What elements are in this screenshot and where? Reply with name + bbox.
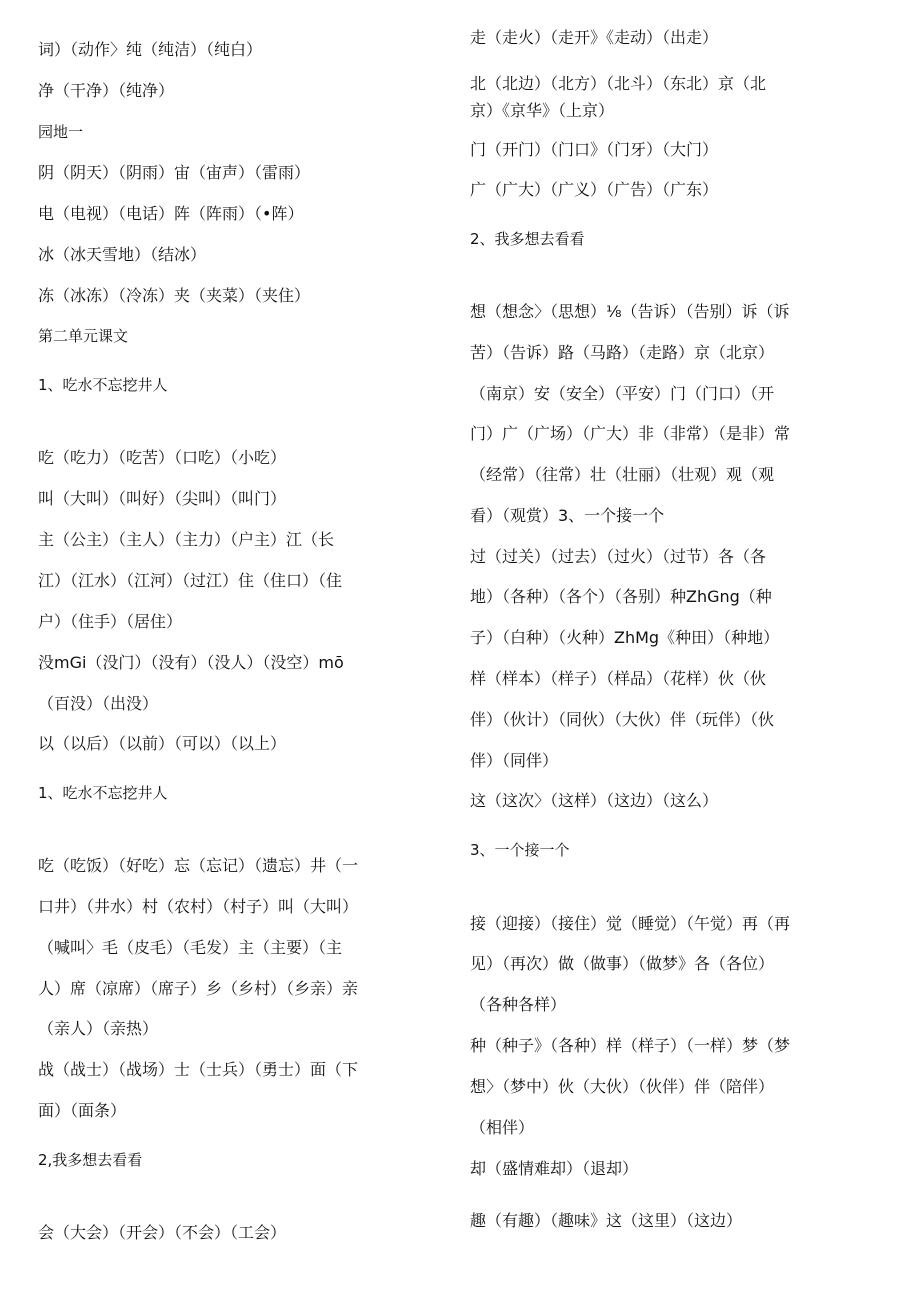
text-line: 主（公主）（主人）（主力）（户主）江（长 [38,530,335,549]
lesson-heading: 1、吃水不忘挖井人 [38,376,168,394]
text-line: 面）（面条） [38,1101,127,1120]
text-line: 这（这次〉（这样）（这边）（这么） [470,791,719,810]
text-line: （各种各样） [470,995,567,1014]
text-line: （经常）（往常）壮（壮丽）（壮观）观（观 [470,465,775,484]
text-line: 冻（冰冻）（冷冻）夹（夹菜）（夹住） [38,286,311,305]
text-line: 子）（白种）（火种）ZhMg《种田）（种地） [470,628,780,647]
text-line: 江）（江水）（江河）（过江）住（住口）（住 [38,571,343,590]
text-line: 伴）（同伴） [470,751,559,770]
text-line: 门（开门）（门口》（门牙）（大门） [470,140,719,159]
text-line: 叫（大叫）（叫好）（尖叫）（叫门） [38,489,287,508]
text-line: 苦）（告诉）路（马路）（走路）京（北京） [470,343,775,362]
text-line: 京）《京华》（上京） [470,101,615,120]
text-line: 样（样本）（样子）（样品）（花样）伙（伙 [470,669,767,688]
lesson-heading: 3、一个接一个 [470,841,570,859]
text-line: 没mGi（没门）（没有）（没人）（没空）mō [38,653,344,672]
text-line: 伴）（伙计）（同伙）（大伙）伴（玩伴）（伙 [470,710,775,729]
text-line: 口井）（井水）村（农村）（村子）叫（大叫） [38,897,359,916]
text-line: 广（广大）（广义）（广告）（广东） [470,180,719,199]
text-line: 看）（观赏）3、一个接一个 [470,506,665,525]
text-line: 会（大会）（开会）（不会）（工会） [38,1223,287,1242]
text-line: 门）广（广场）（广大）非（非常）（是非）常 [470,424,791,443]
text-line: 想（想念〉（思想）⅛（告诉）（告别）诉（诉 [470,302,790,321]
text-line: 地）（各种）（各个）（各别）种ZhGng（种 [470,587,772,606]
lesson-heading: 2、我多想去看看 [470,230,585,248]
lesson-heading: 1、吃水不忘挖井人 [38,784,168,802]
text-line: 词）（动作〉纯（纯洁）（纯白） [38,40,263,59]
text-line: （百没）（出没） [38,694,159,713]
text-line: 见）（再次）做（做事）（做梦》各（各位） [470,954,775,973]
text-line: 种（种子》（各种）样（样子）（一样）梦（梦 [470,1036,791,1055]
text-line: 北（北边）（北方）（北斗）（东北）京（北 [470,74,767,93]
text-line: 净（干净）（纯净） [38,81,175,100]
text-line: 趣（有趣）（趣味》这（这里）（这边） [470,1211,743,1230]
text-line: 吃（吃饭）（好吃）忘（忘记）（遗忘）井（一 [38,856,359,875]
text-line: 人）席（凉席）（席子）乡（乡村）（乡亲）亲 [38,979,359,998]
text-line: （南京）安（安全）（平安）门（门口）（开 [470,384,775,403]
text-line: （亲人）（亲热） [38,1019,159,1038]
text-line: 电（电视）（电话）阵（阵雨）（•阵） [38,204,304,223]
text-line: 接（迎接）（接住）觉（睡觉）（午觉）再（再 [470,914,791,933]
text-line: 阴（阴天）（阴雨）宙（宙声）（雷雨） [38,163,311,182]
text-line: （喊叫〉毛（皮毛）（毛发）主（主要）（主 [38,938,343,957]
text-line: 冰（冰天雪地）（结冰） [38,245,207,264]
text-line: 却（盛情难却）（退却） [470,1159,639,1178]
text-line: 户）（住手）（居住） [38,612,183,631]
text-line: 走（走火）（走开》《走动）（出走） [470,28,719,47]
text-line: 过（过关）（过去）（过火）（过节）各（各 [470,547,767,566]
text-line: 想〉（梦中）伙（大伙）（伙伴）伴（陪伴） [470,1077,775,1096]
text-line: 以（以后）（以前）（可以）（以上） [38,734,287,753]
section-heading: 园地一 [38,123,84,141]
section-heading: 第二单元课文 [38,327,129,345]
text-line: （相伴） [470,1118,535,1137]
text-line: 吃（吃力）（吃苦）（口吃）（小吃） [38,448,287,467]
lesson-heading: 2,我多想去看看 [38,1151,143,1169]
text-line: 战（战士）（战场）士（士兵）（勇士）面（下 [38,1060,359,1079]
